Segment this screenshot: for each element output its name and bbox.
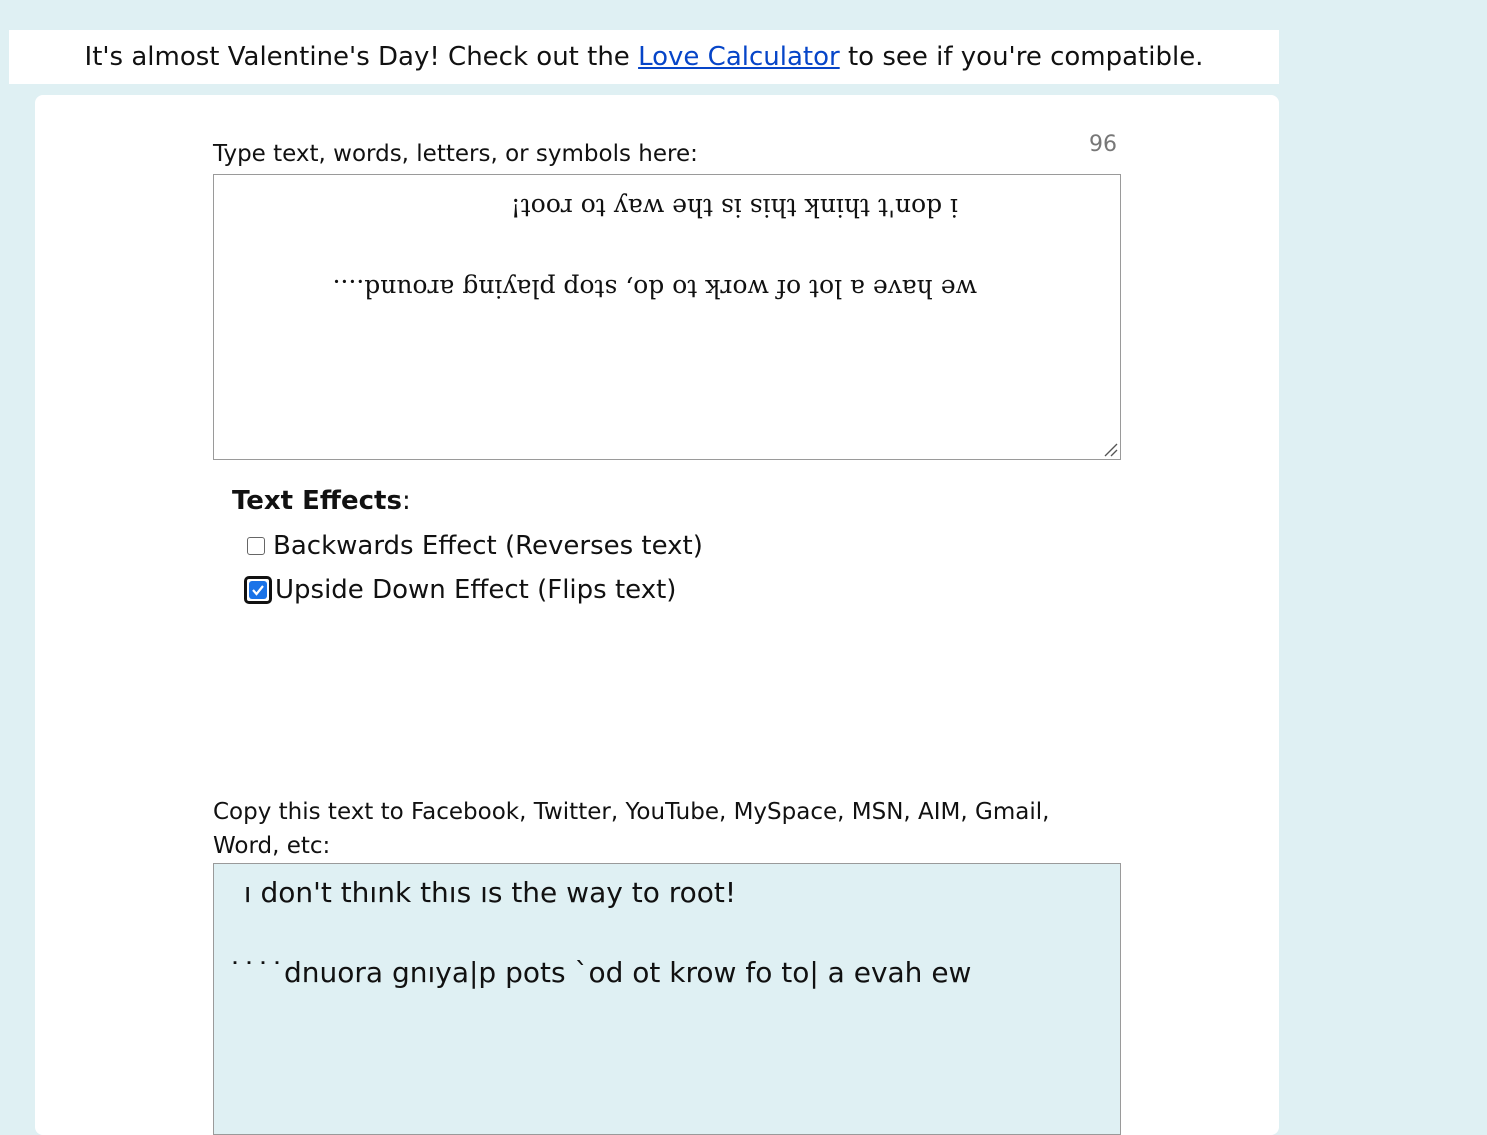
output-line-2: ˙˙˙˙dnuora gnıya|p pots `od ot krow fo to| a evah ew [228,956,972,989]
love-calculator-link[interactable]: Love Calculator [638,42,840,72]
backwards-effect-label: Backwards Effect (Reverses text) [273,531,703,561]
announcement-banner [9,30,1279,84]
input-line-1: i don't think this is the way to root! [510,193,974,222]
backwards-effect-option[interactable] [247,531,703,561]
text-input-area[interactable] [213,174,1121,460]
output-label: Copy this text to Facebook, Twitter, YouTube, MySpace, MSN, AIM, Gmail, Word, etc: [213,799,1050,859]
resize-handle-icon[interactable] [1102,441,1118,457]
character-counter: 96 [1089,132,1117,157]
backwards-effect-checkbox[interactable] [247,537,265,555]
text-output-area[interactable] [213,863,1121,1135]
upside-down-effect-checkbox[interactable] [244,576,272,604]
banner-text-prefix: It's almost Valentine's Day! Check out the [84,42,630,72]
output-line-1: ı don't thınk thıs ıs the way to root! [226,876,737,909]
text-effects-heading: Text Effects: [232,486,411,516]
checkmark-icon [251,583,265,597]
input-line-2: we have a lot of work to do, stop playing around.... [332,274,977,303]
upside-down-effect-option[interactable] [244,575,676,605]
banner-text-suffix: to see if you're compatible. [847,42,1204,72]
upside-down-effect-label: Upside Down Effect (Flips text) [275,575,677,605]
input-label: Type text, words, letters, or symbols here: [213,141,698,167]
